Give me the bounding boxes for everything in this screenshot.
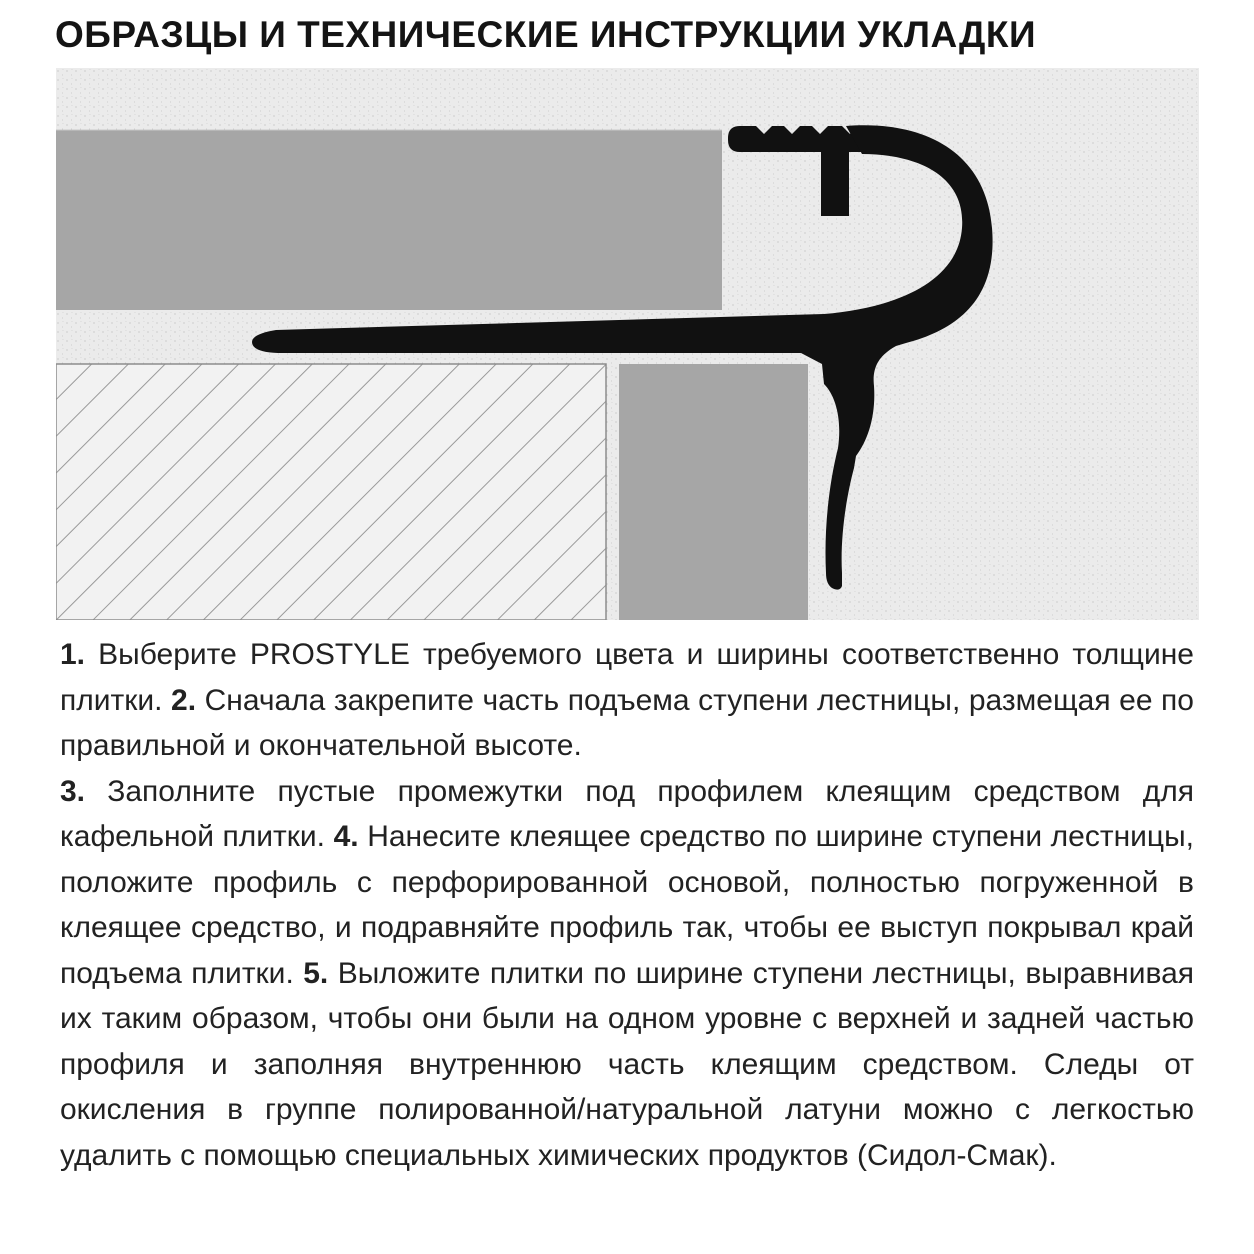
step-text: Выберите PROSTYLE требуемого цвета и ширины соответственно толщине плитки. xyxy=(60,638,1194,717)
instruction-paragraph-1 xyxy=(60,632,1194,769)
instruction-paragraph-2 xyxy=(60,769,1194,1179)
step-substrate-hatched xyxy=(56,364,606,620)
tread-tile xyxy=(56,130,722,310)
step-number: 5. xyxy=(303,956,329,990)
step-number: 2. xyxy=(171,683,197,717)
installation-instructions xyxy=(60,632,1194,1178)
step-text: Сначала закрепите часть подъема ступени лестницы, размещая ее по правильной и окончательной высоте. xyxy=(60,683,1194,762)
step-number: 3. xyxy=(60,774,86,808)
step-text: Нанесите клеящее средство по ширине ступени лестницы, положите профиль с перфорированной основой, полностью погруженной в клеящее средство, и подравняйте профиль так, чтобы ее выступ покрывал край подъема плитки. xyxy=(60,820,1195,990)
step-text: Заполните пустые промежутки под профилем клеящим средством для кафельной плитки. xyxy=(60,774,1194,853)
step-text: Выложите плитки по ширине ступени лестницы, выравнивая их таким образом, чтобы они были на одном уровне с верхней и задней частью профиля и заполняя внутреннюю часть клеящим средством. Следы от окисления в группе полированной/натуральной латуни можно с легкостью удалить с помощью специальных химических продуктов (Сидол-Смак). xyxy=(60,956,1194,1172)
step-number: 4. xyxy=(333,820,359,853)
profile-installation-diagram xyxy=(56,68,1199,620)
step-number: 1. xyxy=(60,638,86,671)
page-title: ОБРАЗЦЫ И ТЕХНИЧЕСКИЕ ИНСТРУКЦИИ УКЛАДКИ xyxy=(55,14,1037,55)
riser-tile xyxy=(619,364,808,620)
